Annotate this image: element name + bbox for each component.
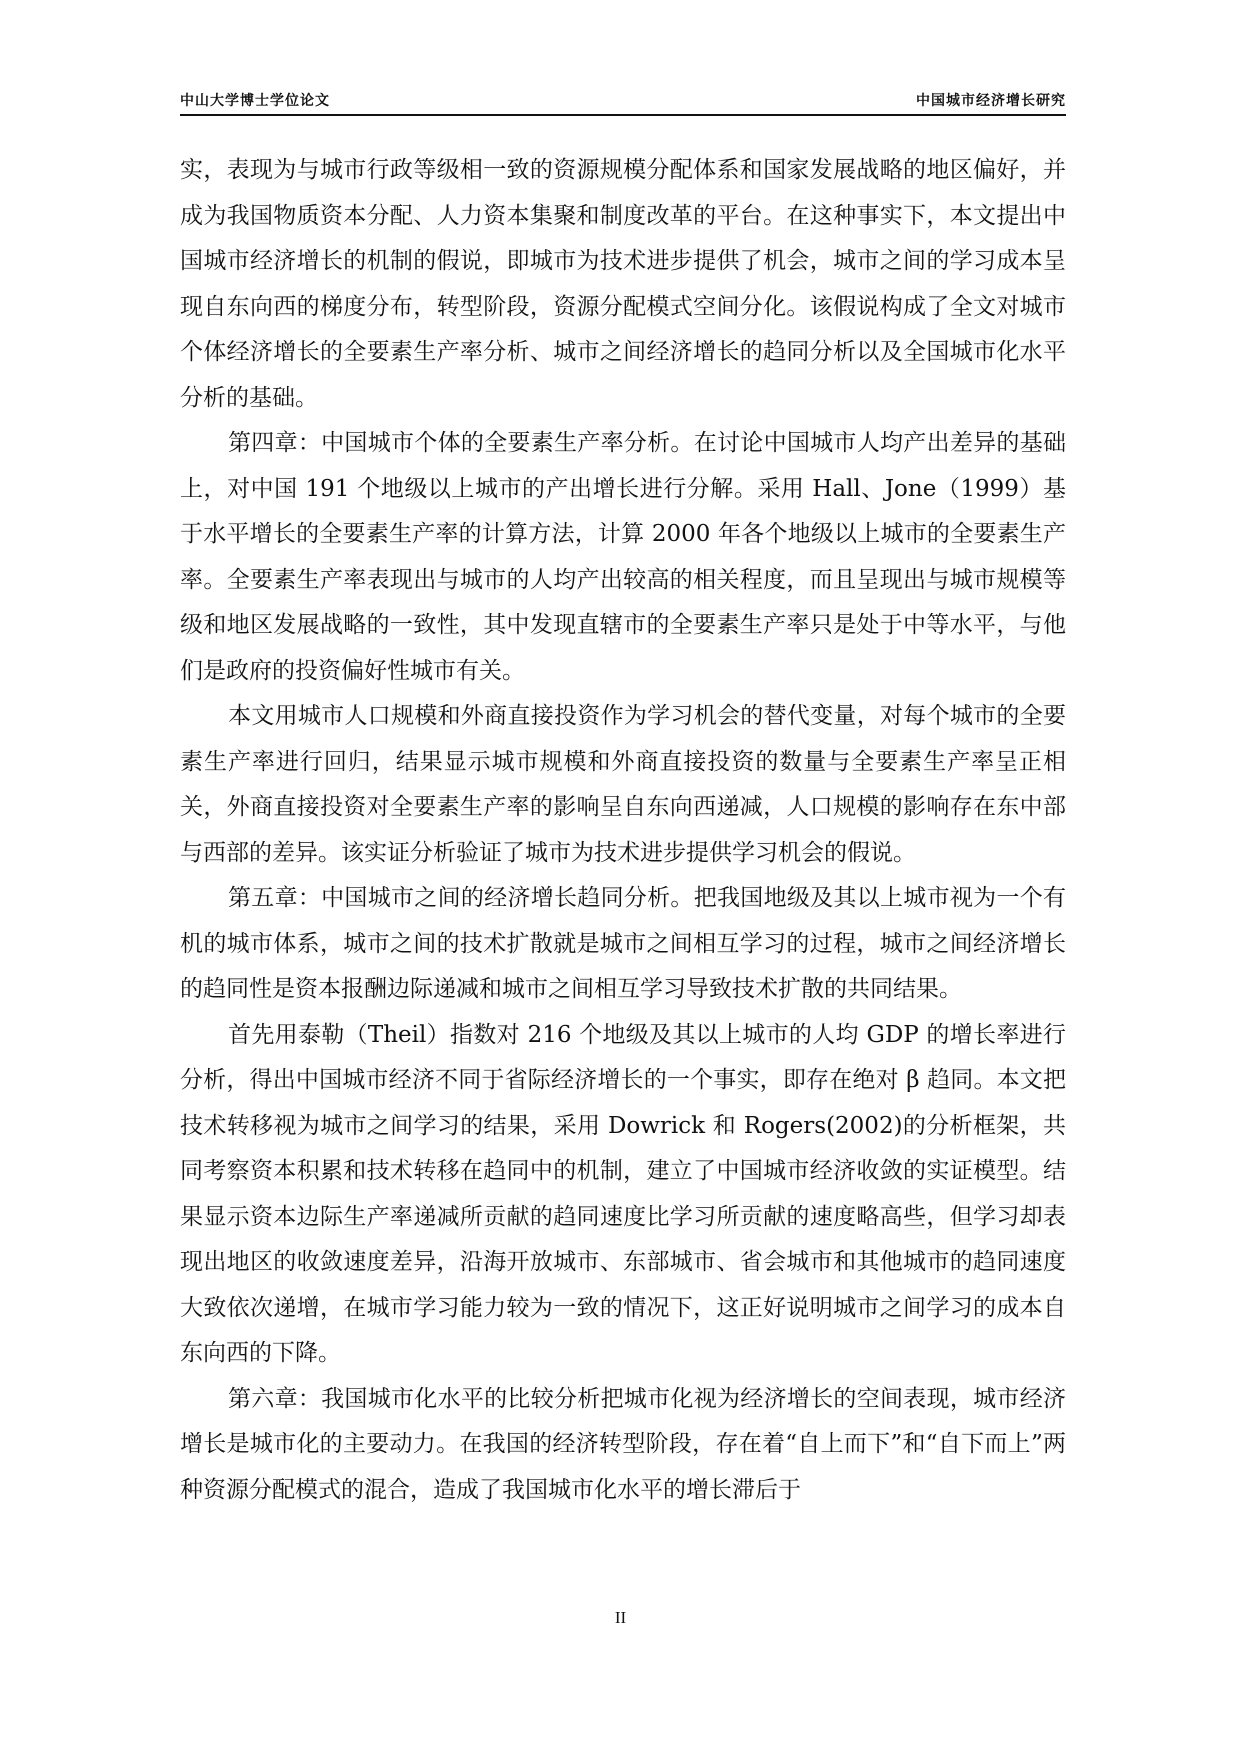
paragraph-regression: 本文用城市人口规模和外商直接投资作为学习机会的替代变量，对每个城市的全要素生产率进行回归，结果显示城市规模和外商直接投资的数量与全要素生产率呈正相关，外商直接投资对全要素生产率的影响呈自东向西递减，人口规模的影响存在东中部与西部的差异。该实证分析验证了城市为技术进步提供学习机会的假说。	[180, 703, 1066, 866]
page-header	[180, 88, 1066, 116]
header-thesis-title: 中山大学博士学位论文	[180, 93, 330, 109]
paragraph-chapter-four: 第四章：中国城市个体的全要素生产率分析。在讨论中国城市人均产出差异的基础上，对中国 191 个地级以上城市的产出增长进行分解。采用 Hall、Jone（1999）基于水平增长的全要素生产率的计算方法，计算 2000 年各个地级以上城市的全要素生产率。全要素生产率表现出与城市的人均产出较高的相关程度，而且呈现出与城市规模等级和地区发展战略的一致性，其中发现直辖市的全要素生产率只是处于中等水平，与他们是政府的投资偏好性城市有关。	[180, 430, 1066, 684]
header-chapter-title: 中国城市经济增长研究	[916, 93, 1066, 109]
body-text	[180, 148, 1066, 1513]
page-number: II	[614, 1608, 627, 1627]
paragraph-continuation: 实，表现为与城市行政等级相一致的资源规模分配体系和国家发展战略的地区偏好，并成为我国物质资本分配、人力资本集聚和制度改革的平台。在这种事实下，本文提出中国城市经济增长的机制的假说，即城市为技术进步提供了机会，城市之间的学习成本呈现自东向西的梯度分布，转型阶段，资源分配模式空间分化。该假说构成了全文对城市个体经济增长的全要素生产率分析、城市之间经济增长的趋同分析以及全国城市化水平分析的基础。	[180, 157, 1066, 411]
paragraph-theil-index: 首先用泰勒（Theil）指数对 216 个地级及其以上城市的人均 GDP 的增长率进行分析，得出中国城市经济不同于省际经济增长的一个事实，即存在绝对 β 趋同。本文把技术转移视为城市之间学习的结果，采用 Dowrick 和 Rogers(2002)的分析框架，共同考察资本积累和技术转移在趋同中的机制，建立了中国城市经济收敛的实证模型。结果显示资本边际生产率递减所贡献的趋同速度比学习所贡献的速度略高些，但学习却表现出地区的收敛速度差异，沿海开放城市、东部城市、省会城市和其他城市的趋同速度大致依次递增，在城市学习能力较为一致的情况下，这正好说明城市之间学习的成本自东向西的下降。	[180, 1021, 1066, 1366]
paragraph-chapter-six: 第六章：我国城市化水平的比较分析把城市化视为经济增长的空间表现，城市经济增长是城市化的主要动力。在我国的经济转型阶段，存在着“自上而下”和“自下而上”两种资源分配模式的混合，造成了我国城市化水平的增长滞后于	[180, 1385, 1066, 1503]
paragraph-chapter-five: 第五章：中国城市之间的经济增长趋同分析。把我国地级及其以上城市视为一个有机的城市体系，城市之间的技术扩散就是城市之间相互学习的过程，城市之间经济增长的趋同性是资本报酬边际递减和城市之间相互学习导致技术扩散的共同结果。	[180, 885, 1066, 1002]
